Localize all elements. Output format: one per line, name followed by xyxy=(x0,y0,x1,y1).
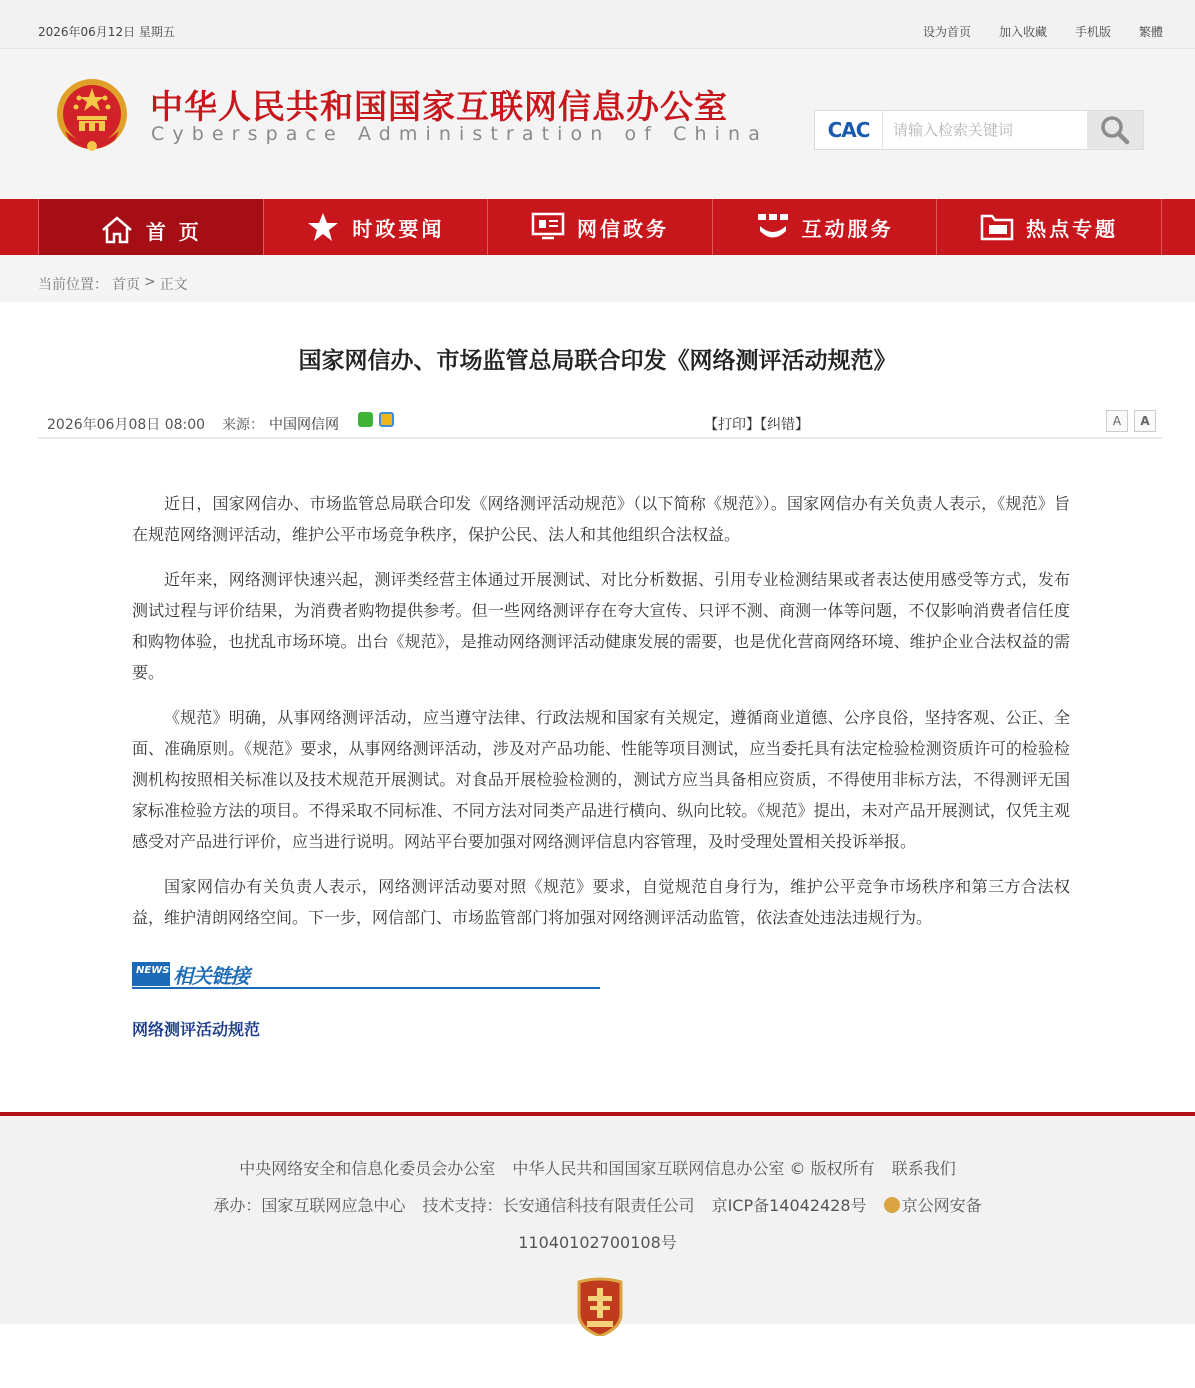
font-decrease-button[interactable]: A xyxy=(1106,410,1128,432)
article-meta xyxy=(38,405,1162,439)
breadcrumb xyxy=(38,274,188,294)
footer-org: 中央网络安全和信息化委员会办公室 xyxy=(239,1159,496,1178)
top-links xyxy=(923,23,1163,40)
article-title: 国家网信办、市场监管总局联合印发《网络测评活动规范》 xyxy=(298,348,897,374)
icp-link[interactable]: 京ICP备14042428号 xyxy=(711,1196,867,1215)
nav-item-label: 热点专题 xyxy=(1026,216,1119,241)
news-tag: NEWS xyxy=(132,962,170,986)
footer-copyright: 中华人民共和国国家互联网信息办公室 © 版权所有 xyxy=(512,1159,875,1178)
footer-row-2 xyxy=(0,1193,1195,1216)
article-paragraph: 《规范》明确，从事网络测评活动，应当遵守法律、行政法规和国家有关规定，遵循商业道德、公序良俗，坚持客观、公正、全面、准确原则。《规范》要求，从事网络测评活动，涉及对产品功能、性能等项目测试，应当委托具有法定检验检测资质许可的检验检测机构按照相关标准以及技术规范开展测试。对食品开展检验检测的，测试方应当具备相应资质，不得使用非标方法，不得测评无国家标准检验方法的项目。不得采取不同标准、不同方法对同类产品进行横向、纵向比较。《规范》提出，未对产品开展测试，仅凭主观感受对产品进行评价，应当进行说明。网站平台要加强对网络测评信息内容管理，及时受理处置相关投诉举报。 xyxy=(132,708,1070,851)
breadcrumb-bar xyxy=(0,255,1195,302)
search-input[interactable] xyxy=(883,111,1087,149)
nav-item-services[interactable] xyxy=(713,199,938,255)
source-label: 来源： xyxy=(222,417,264,433)
wechat-share-icon[interactable] xyxy=(358,412,373,427)
search-button[interactable] xyxy=(1087,111,1143,149)
home-icon xyxy=(100,215,134,245)
font-size-controls xyxy=(1106,410,1156,432)
font-increase-button[interactable]: A xyxy=(1134,410,1156,432)
search-icon xyxy=(1100,115,1130,145)
article-paragraph: 近日，国家网信办、市场监管总局联合印发《网络测评活动规范》（以下简称《规范》）。国家网信办有关负责人表示，《规范》旨在规范网络测评活动，维护公平市场竞争秩序，保护公民、法人和其他组织合法权益。 xyxy=(132,494,1070,544)
print-correct-links[interactable]: 【打印】【纠错】 xyxy=(704,417,809,433)
mobile-version-link[interactable]: 手机版 xyxy=(1074,25,1111,39)
share-buttons xyxy=(358,412,394,427)
related-links-label: 相关链接 xyxy=(173,964,249,988)
nav-item-affairs[interactable] xyxy=(488,199,713,255)
related-link-item[interactable]: 网络测评活动规范 xyxy=(132,1020,261,1039)
nav-item-label: 互动服务 xyxy=(801,216,894,241)
breadcrumb-prefix: 当前位置： xyxy=(38,277,108,293)
article-paragraph: 近年来，网络测评快速兴起，测评类经营主体通过开展测试、对比分析数据、引用专业检测结果或者表达使用感受等方式，发布测试过程与评价结果，为消费者购物提供参考。但一些网络测评存在夸大宣传、只评不测、商测一体等问题，不仅影响消费者信任度和购物体验，也扰乱市场环境。出台《规范》，是推动网络测评活动健康发展的需要，也是优化营商网络环境、维护企业合法权益的需要。 xyxy=(132,570,1070,682)
related-links-header xyxy=(132,960,600,989)
add-favorite-link[interactable]: 加入收藏 xyxy=(998,25,1047,39)
breadcrumb-home-link[interactable]: 首页 xyxy=(112,277,140,293)
site-subtitle: Cyberspace Administration of China xyxy=(151,123,768,145)
site-title[interactable]: 中华人民共和国国家互联网信息办公室 xyxy=(150,87,728,126)
nav-item-label: 首 页 xyxy=(145,219,202,244)
set-homepage-link[interactable]: 设为首页 xyxy=(922,25,971,39)
footer-row-1 xyxy=(0,1156,1195,1179)
nav-item-home[interactable] xyxy=(38,199,264,261)
top-bar xyxy=(0,0,1195,49)
article-paragraph: 国家网信办有关负责人表示，网络测评活动要对照《规范》要求，自觉规范自身行为，维护公平竞争市场秩序和第三方合法权益，维护清朗网络空间。下一步，网信部门、市场监管部门将加强对网络测评活动监管，依法查处违法违规行为。 xyxy=(132,877,1070,927)
breadcrumb-current: 正文 xyxy=(159,277,188,293)
qzone-share-icon[interactable] xyxy=(379,412,394,427)
article-body xyxy=(132,488,1070,947)
nav-item-news[interactable] xyxy=(264,199,489,255)
nav-item-topics[interactable] xyxy=(937,199,1162,255)
public-security-number[interactable]: 11040102700108号 xyxy=(518,1233,677,1252)
cac-logo: CAC xyxy=(815,111,883,149)
article-source: 中国网信网 xyxy=(269,417,339,433)
star-icon xyxy=(306,212,340,242)
site-header xyxy=(0,49,1195,199)
national-emblem-icon[interactable] xyxy=(55,76,129,154)
article-date: 2026年06月08日 08:00 xyxy=(47,417,206,433)
main-nav xyxy=(0,199,1195,255)
folder-icon xyxy=(980,212,1014,242)
footer-host: 承办：国家互联网应急中心 xyxy=(213,1196,406,1215)
public-security-record[interactable]: 京公网安备 xyxy=(884,1196,982,1215)
gov-site-badge-icon[interactable] xyxy=(575,1276,625,1336)
contact-us-link[interactable]: 联系我们 xyxy=(891,1159,956,1178)
nav-item-label: 时政要闻 xyxy=(352,216,445,241)
search-box xyxy=(814,110,1144,150)
breadcrumb-separator: > xyxy=(144,274,156,290)
screen-icon xyxy=(531,212,565,242)
current-date: 2026年06月12日 星期五 xyxy=(38,25,175,39)
footer-tech-support: 技术支持：长安通信科技有限责任公司 xyxy=(422,1196,695,1215)
nav-item-label: 网信政务 xyxy=(576,216,669,241)
traditional-chinese-link[interactable]: 繁體 xyxy=(1138,25,1163,39)
police-badge-icon xyxy=(884,1197,900,1213)
handshake-icon xyxy=(756,212,790,242)
